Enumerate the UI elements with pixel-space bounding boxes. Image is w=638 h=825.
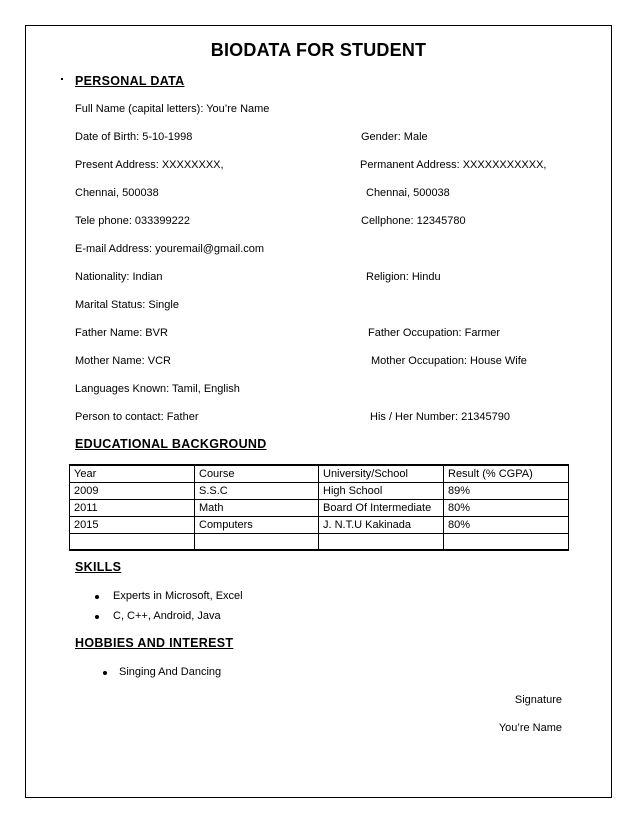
marital-status-field: Marital Status: Single: [75, 299, 179, 311]
dob-field: Date of Birth: 5-10-1998: [75, 131, 193, 143]
contact-number-field: His / Her Number: 21345790: [370, 411, 511, 423]
column-header: Result (% CGPA): [444, 465, 569, 483]
father-name-field: Father Name: BVR: [75, 327, 168, 339]
table-cell: 80%: [444, 517, 569, 534]
document-title: BIODATA FOR STUDENT: [210, 40, 427, 60]
table-cell: 80%: [444, 500, 569, 517]
table-row-empty: [70, 534, 569, 551]
telephone-field: Tele phone: 033399222: [75, 215, 190, 227]
table-cell: 89%: [444, 483, 569, 500]
table-cell: Board Of Intermediate: [319, 500, 444, 517]
table-row: [70, 517, 569, 534]
skill-item: C, C++, Android, Java: [113, 610, 221, 622]
stray-dot: [61, 78, 63, 80]
education-table: [69, 464, 569, 551]
email-field: E-mail Address: youremail@gmail.com: [75, 243, 265, 255]
table-cell: Math: [195, 500, 319, 517]
table-row: [70, 500, 569, 517]
hobbies-heading: HOBBIES AND INTEREST: [75, 636, 234, 650]
table-cell: Computers: [195, 517, 319, 534]
bullet-icon: [95, 615, 99, 619]
mother-name-field: Mother Name: VCR: [75, 355, 171, 367]
bullet-icon: [95, 595, 99, 599]
full-name-field: Full Name (capital letters): You’re Name: [75, 103, 270, 115]
education-heading: EDUCATIONAL BACKGROUND: [75, 437, 267, 451]
skills-heading: SKILLS: [75, 560, 122, 574]
present-city-field: Chennai, 500038: [75, 187, 159, 199]
bullet-icon: [103, 671, 107, 675]
table-cell: High School: [319, 483, 444, 500]
permanent-address-field: Permanent Address: XXXXXXXXXXX,: [360, 159, 547, 171]
column-header: University/School: [319, 465, 444, 483]
contact-person-field: Person to contact: Father: [75, 411, 199, 423]
languages-field: Languages Known: Tamil, English: [75, 383, 240, 395]
personal-data-heading: PERSONAL DATA: [75, 74, 185, 88]
table-cell: 2011: [70, 500, 195, 517]
column-header: Year: [70, 465, 195, 483]
permanent-city-field: Chennai, 500038: [366, 187, 450, 199]
nationality-field: Nationality: Indian: [75, 271, 163, 283]
table-cell: 2009: [70, 483, 195, 500]
table-row: [70, 483, 569, 500]
signature-name: You’re Name: [498, 722, 562, 734]
religion-field: Religion: Hindu: [366, 271, 441, 283]
father-occupation-field: Father Occupation: Farmer: [368, 327, 501, 339]
hobby-item: Singing And Dancing: [119, 666, 222, 678]
column-header: Course: [195, 465, 319, 483]
table-header-row: [70, 465, 569, 483]
mother-occupation-field: Mother Occupation: House Wife: [371, 355, 527, 367]
present-address-field: Present Address: XXXXXXXX,: [75, 159, 224, 171]
signature-label: Signature: [514, 694, 562, 706]
table-cell: 2015: [70, 517, 195, 534]
gender-field: Gender: Male: [361, 131, 428, 143]
skill-item: Experts in Microsoft, Excel: [113, 590, 243, 602]
table-cell: S.S.C: [195, 483, 319, 500]
cellphone-field: Cellphone: 12345780: [361, 215, 466, 227]
table-cell: J. N.T.U Kakinada: [319, 517, 444, 534]
